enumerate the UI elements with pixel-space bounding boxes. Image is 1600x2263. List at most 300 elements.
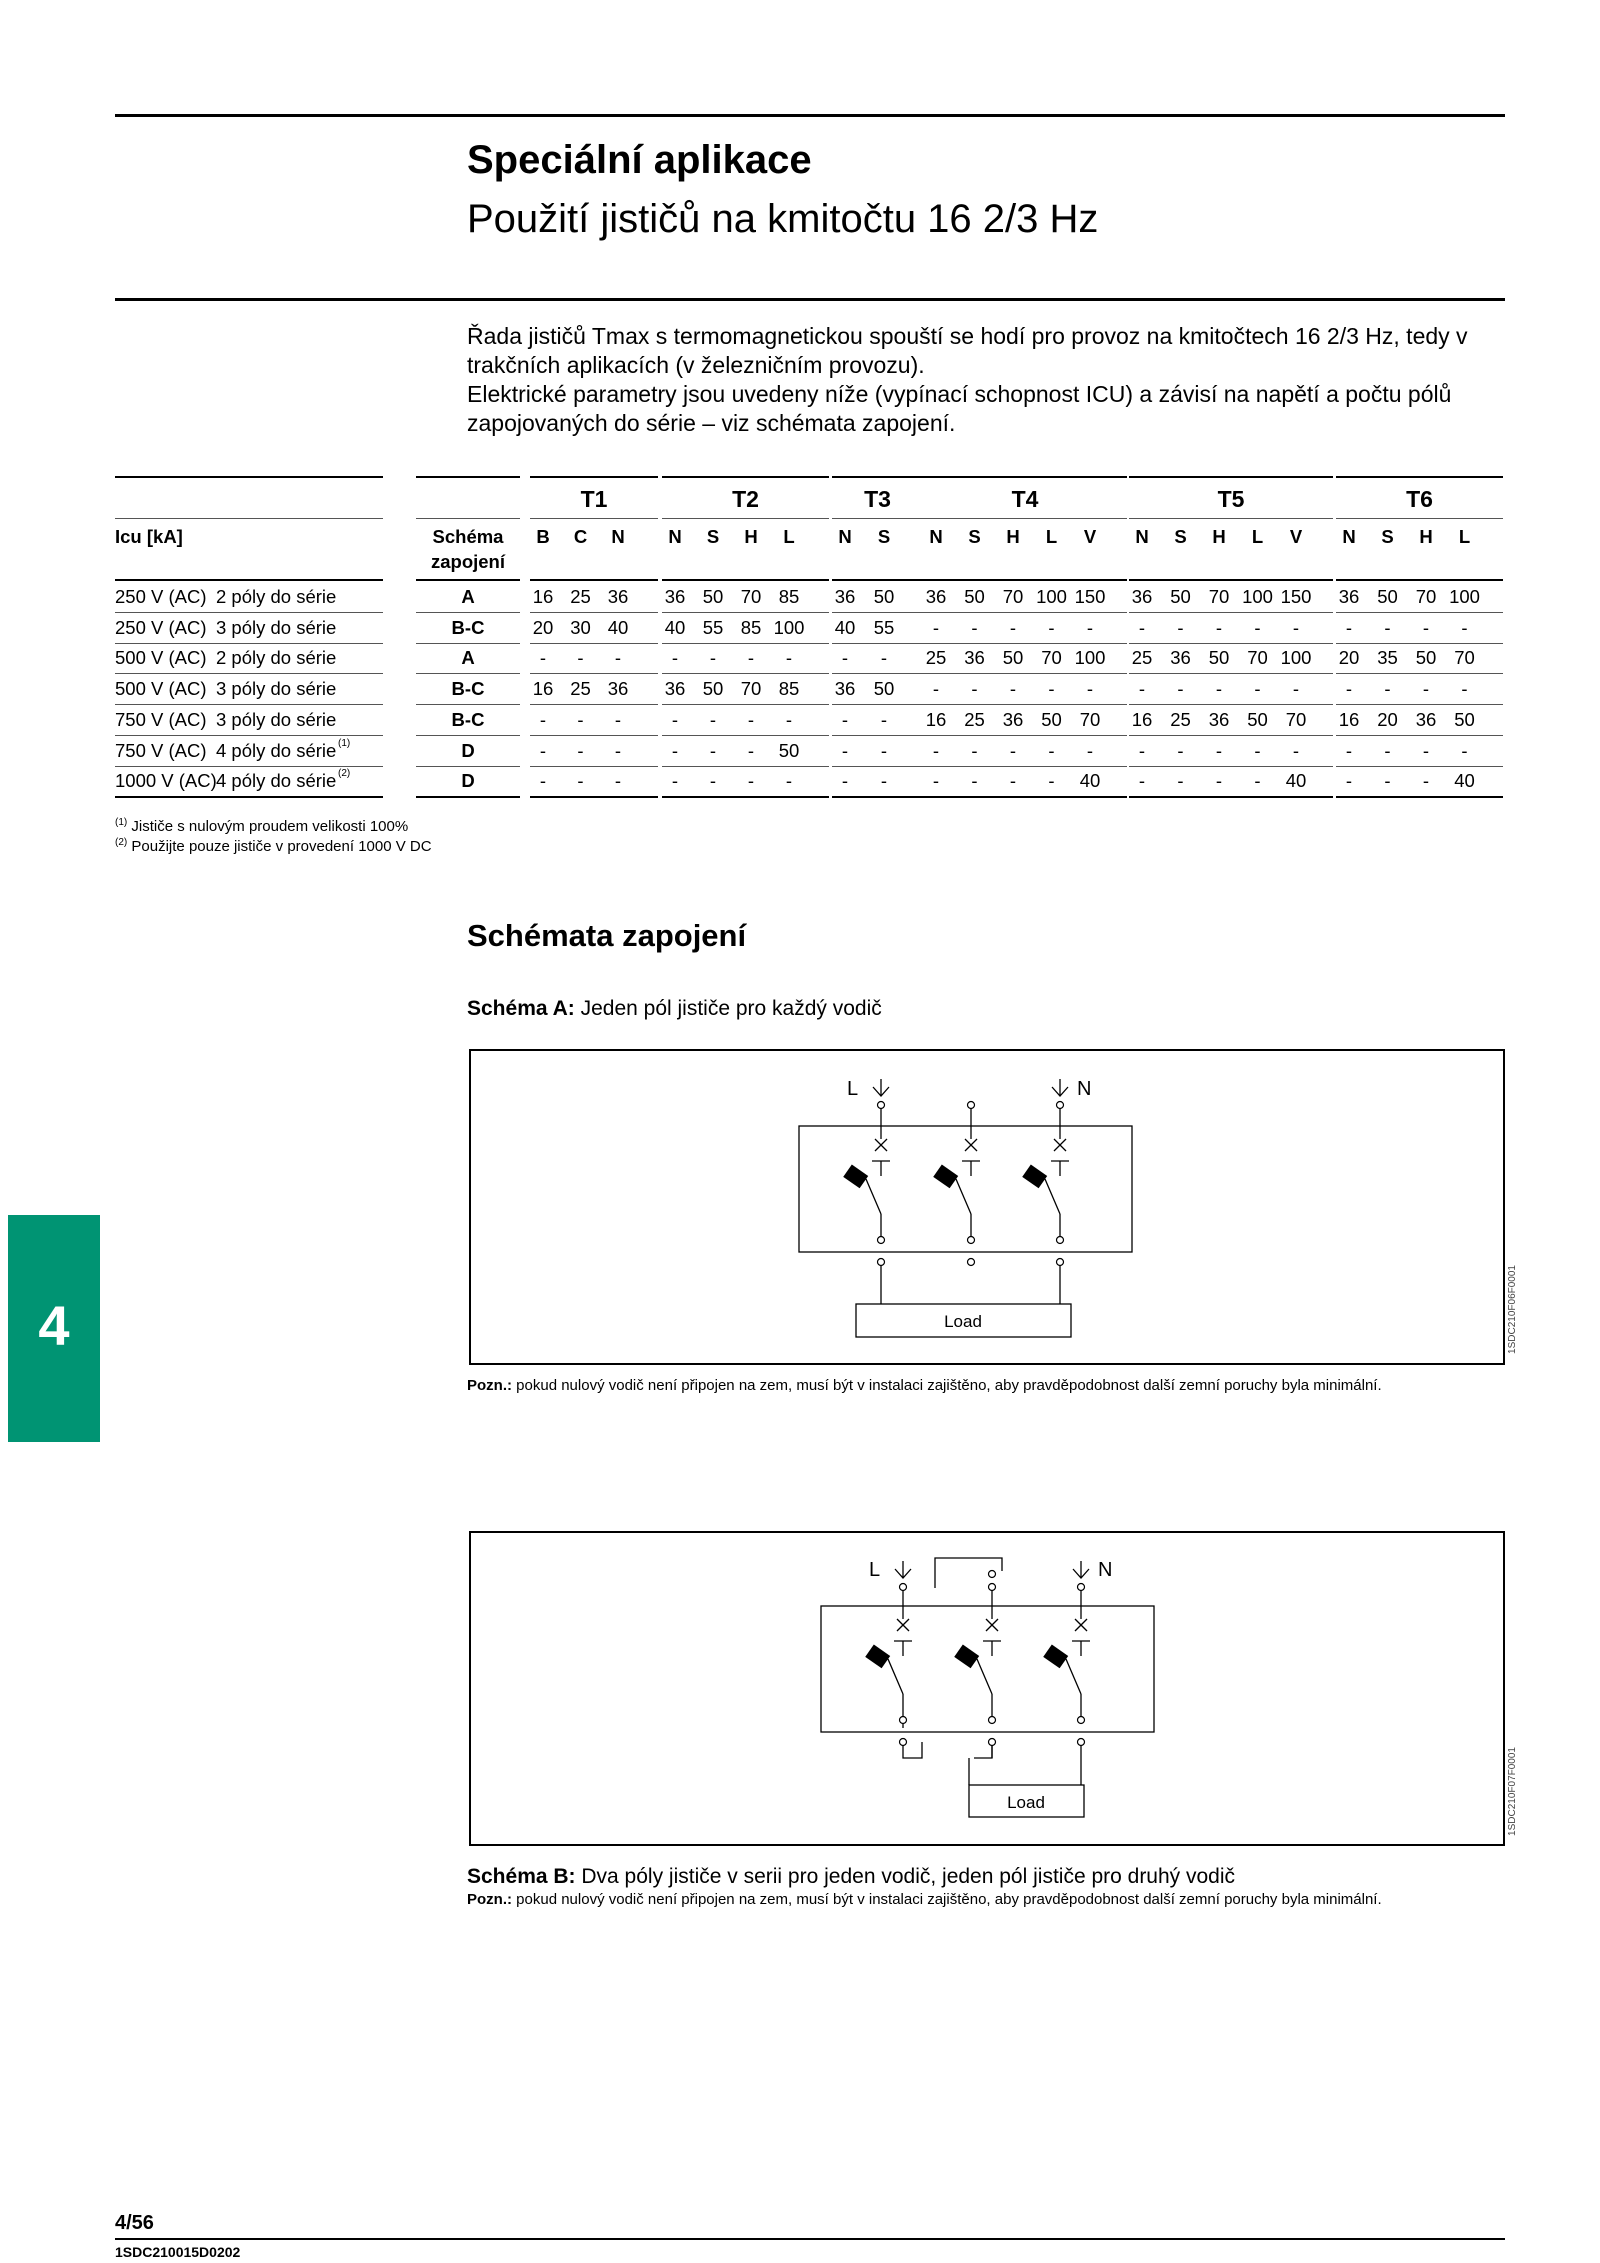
group-underline-t5 (1129, 518, 1333, 519)
table-cell: - (841, 647, 849, 669)
table-cell: - (1292, 678, 1300, 700)
row-schema: A (461, 586, 475, 607)
row-rule-t1 (530, 673, 658, 674)
page-title: Speciální aplikace (467, 138, 812, 182)
table-top-rule-t1 (530, 476, 658, 478)
header-bottom-t2 (662, 579, 829, 581)
row-rule-schema (416, 643, 520, 644)
table-cell: - (1048, 678, 1055, 700)
table-cell: - (614, 770, 622, 792)
table-cell: - (671, 770, 679, 792)
sub-header-t6-n: N (1342, 526, 1356, 547)
table-cell: 25 (925, 647, 947, 669)
table-top-rule-schema (416, 476, 520, 478)
sub-header-t1-b: B (536, 526, 550, 547)
table-cell: - (971, 678, 978, 700)
row-footnote-mark: (2) (338, 768, 351, 780)
table-cell: - (577, 770, 584, 792)
table-cell: - (709, 647, 717, 669)
table-cell: 100 (1036, 586, 1067, 607)
table-cell: 100 (1242, 586, 1273, 607)
sub-header-t2-n: N (668, 526, 682, 547)
schema-label-1: Schéma (432, 526, 504, 547)
row-poles: 3 póly do série (216, 678, 337, 700)
diagram-b-code: 1SDC210F07F0001 (1507, 1747, 1518, 1836)
sub-header-t5-l: L (1251, 526, 1264, 547)
row-rule-t3 (832, 766, 923, 767)
table-cell: 20 (1338, 647, 1360, 669)
diagram-a-n-label: N (1077, 1078, 1092, 1100)
row-voltage: 500 V (AC) (115, 678, 207, 700)
chapter-number: 4 (38, 1294, 70, 1357)
table-cell: 40 (1079, 770, 1101, 792)
table-cell: - (1254, 770, 1261, 792)
table-cell: 150 (1074, 586, 1106, 607)
row-rule-left (115, 643, 383, 644)
table-top-rule-left (115, 476, 383, 478)
sub-header-t3-s: S (877, 526, 891, 547)
sub-header-t5-n: N (1135, 526, 1149, 547)
row-rule-left (115, 704, 383, 705)
icu-label: Icu [kA] (115, 526, 183, 547)
footer-rule (115, 2238, 1505, 2240)
row-rule-t5 (1129, 766, 1333, 767)
table-cell: - (841, 708, 849, 730)
table-cell: - (614, 647, 622, 669)
table-cell: 16 (1338, 708, 1360, 730)
row-voltage: 500 V (AC) (115, 647, 207, 669)
header-underline-left (115, 518, 383, 519)
table-cell: - (1292, 616, 1300, 638)
table-cell: - (1048, 770, 1055, 792)
table-cell: - (1254, 739, 1261, 761)
intro-text (467, 322, 1497, 438)
table-cell: 70 (1285, 708, 1307, 730)
table-cell: - (671, 647, 679, 669)
row-rule-t4 (923, 673, 1127, 674)
table-cell: 50 (964, 586, 985, 607)
table-cell: - (932, 770, 940, 792)
diagram-b-n-label: N (1098, 1559, 1113, 1581)
diagram-b-svg (471, 1533, 1503, 1844)
row-voltage: 250 V (AC) (115, 586, 207, 607)
group-underline-t4 (923, 518, 1127, 519)
row-rule-t4 (923, 704, 1127, 705)
table-cell: - (1177, 678, 1184, 700)
group-underline-t1 (530, 518, 658, 519)
table-cell: 36 (1131, 586, 1153, 607)
page-number: 4/56 (115, 2212, 154, 2234)
table-cell: - (1345, 678, 1353, 700)
table-cell: 70 (1208, 586, 1230, 607)
diagram-b-load-label: Load (1007, 1793, 1045, 1812)
row-rule-left (115, 796, 383, 798)
table-cell: 100 (773, 616, 805, 638)
table-cell: - (971, 616, 978, 638)
table-cell: 50 (1208, 647, 1230, 669)
row-rule-t1 (530, 796, 658, 798)
row-poles: 2 póly do série (216, 647, 337, 669)
table-cell: - (880, 739, 888, 761)
table-cell: 50 (1377, 586, 1398, 607)
table-cell: 50 (873, 586, 895, 607)
table-cell: - (1009, 616, 1017, 638)
table-cell: - (1384, 739, 1391, 761)
row-rule-left (115, 612, 383, 613)
row-voltage: 250 V (AC) (115, 616, 207, 638)
table-cell: 70 (1041, 647, 1062, 669)
table-cell: 85 (740, 616, 762, 638)
table-cell: 16 (532, 586, 554, 607)
row-schema: B-C (451, 678, 485, 700)
table-cell: - (1384, 616, 1391, 638)
table-top-rule-t5 (1129, 476, 1333, 478)
footnote-1-mark: (1) (115, 817, 128, 828)
row-rule-t4 (923, 735, 1127, 736)
sub-header-t4-s: S (968, 526, 981, 547)
table-cell: 55 (873, 616, 895, 638)
group-header-t5: T5 (1217, 486, 1245, 512)
table-cell: 50 (1454, 708, 1475, 730)
table-cell: 36 (1208, 708, 1230, 730)
row-rule-t4 (923, 612, 1127, 613)
table-cell: - (539, 739, 547, 761)
table-cell: 25 (964, 708, 985, 730)
table-cell: 20 (1377, 708, 1398, 730)
header-bottom-t3 (832, 579, 923, 581)
table-cell: - (932, 739, 940, 761)
table-cell: 150 (1280, 586, 1312, 607)
scheme-a-note-text: pokud nulový vodič není připojen na zem, musí být v instalaci zajištěno, aby pravděpodobnost další zemní poruchy byla minimální. (512, 1377, 1382, 1394)
table-cell: - (577, 647, 584, 669)
table-top-rule-t3 (832, 476, 923, 478)
table-cell: 36 (1002, 708, 1024, 730)
row-rule-schema (416, 735, 520, 736)
row-footnote-mark: (1) (338, 737, 351, 749)
table-cell: - (1138, 616, 1146, 638)
row-rule-left (115, 766, 383, 767)
table-cell: - (1048, 616, 1055, 638)
sub-header-t1-n: N (611, 526, 625, 547)
table-cell: 35 (1377, 647, 1398, 669)
table-cell: - (1009, 739, 1017, 761)
row-rule-t6 (1336, 766, 1503, 767)
table-cell: 16 (532, 678, 554, 700)
table-cell: - (1345, 770, 1353, 792)
top-rule (115, 114, 1505, 117)
table-cell: 40 (1454, 770, 1475, 792)
table-cell: - (1009, 678, 1017, 700)
schema-label-2: zapojení (430, 551, 505, 572)
row-rule-t6 (1336, 643, 1503, 644)
table-cell: 70 (1079, 708, 1101, 730)
row-rule-schema (416, 766, 520, 767)
header-bottom-left (115, 579, 383, 581)
table-cell: 50 (873, 678, 895, 700)
table-cell: - (709, 708, 717, 730)
table-cell: - (1215, 739, 1223, 761)
sub-header-t4-h: H (1006, 526, 1020, 547)
table-cell: 20 (532, 616, 554, 638)
table-cell: - (1215, 678, 1223, 700)
row-poles: 3 póly do série (216, 708, 337, 730)
table-cell: 50 (1247, 708, 1268, 730)
table-cell: - (577, 708, 584, 730)
table-cell: - (1422, 678, 1430, 700)
table-cell: - (1384, 770, 1391, 792)
table-cell: 100 (1074, 647, 1106, 669)
row-rule-schema (416, 704, 520, 705)
table-cell: 36 (607, 678, 629, 700)
row-rule-t5 (1129, 612, 1333, 613)
group-header-t1: T1 (580, 486, 608, 512)
table-cell: - (785, 647, 793, 669)
sub-header-t6-l: L (1458, 526, 1471, 547)
sub-header-t4-v: V (1083, 526, 1097, 547)
row-rule-t2 (662, 612, 829, 613)
table-cell: - (1461, 678, 1468, 700)
row-rule-t2 (662, 643, 829, 644)
footnote-2-text: Použijte pouze jističe v provedení 1000 V DC (131, 838, 432, 855)
table-cell: - (709, 770, 717, 792)
row-rule-t4 (923, 766, 1127, 767)
table-cell: - (747, 739, 755, 761)
table-cell: 36 (834, 678, 856, 700)
table-cell: 50 (1415, 647, 1437, 669)
group-underline-t2 (662, 518, 829, 519)
table-cell: - (880, 708, 888, 730)
table-cell: 70 (1415, 586, 1437, 607)
table-cell: - (1422, 616, 1430, 638)
table-cell: - (1384, 678, 1391, 700)
table-cell: - (785, 708, 793, 730)
table-cell: - (1009, 770, 1017, 792)
table-cell: - (614, 708, 622, 730)
table-cell: 85 (778, 586, 800, 607)
scheme-b-note (467, 1891, 1382, 1908)
footnote-2 (115, 837, 432, 855)
header-bottom-t4 (923, 579, 1127, 581)
group-header-t2: T2 (732, 486, 759, 512)
table-cell: 50 (778, 739, 800, 761)
table-cell: 25 (570, 586, 591, 607)
sub-header-t2-h: H (744, 526, 758, 547)
icu-table (115, 476, 1505, 806)
table-cell: 50 (1002, 647, 1024, 669)
table-cell: 36 (1415, 708, 1437, 730)
table-cell: - (1345, 739, 1353, 761)
table-cell: 36 (925, 586, 947, 607)
table-cell: - (747, 770, 755, 792)
table-cell: - (1215, 616, 1223, 638)
table-cell: - (671, 739, 679, 761)
table-cell: - (1086, 739, 1094, 761)
row-rule-t6 (1336, 673, 1503, 674)
table-cell: - (1254, 678, 1261, 700)
table-cell: - (1177, 770, 1184, 792)
table-cell: - (1177, 739, 1184, 761)
table-cell: - (785, 770, 793, 792)
sub-header-t5-h: H (1212, 526, 1226, 547)
scheme-a-text: Jeden pól jističe pro každý vodič (574, 997, 882, 1020)
table-cell: 16 (1131, 708, 1153, 730)
intro-paragraph-1: Řada jističů Tmax s termomagnetickou spouští se hodí pro provoz na kmitočtech 16 2/3 Hz, tedy v trakčních aplikacích (v železničním provozu). (467, 323, 1468, 378)
row-rule-t3 (832, 735, 923, 736)
table-cell: 50 (702, 678, 724, 700)
group-underline-t6 (1336, 518, 1503, 519)
scheme-b-text: Dva póly jističe v serii pro jeden vodič, jeden pól jističe pro druhý vodič (575, 1865, 1236, 1888)
row-rule-t5 (1129, 796, 1333, 798)
row-poles: 4 póly do série (216, 739, 337, 761)
table-cell: - (1345, 616, 1353, 638)
sub-header-t5-s: S (1174, 526, 1187, 547)
table-cell: 100 (1280, 647, 1312, 669)
scheme-b-note-label: Pozn.: (467, 1891, 512, 1908)
row-rule-schema (416, 612, 520, 613)
table-cell: 50 (702, 586, 724, 607)
row-schema: A (461, 647, 475, 669)
group-header-t6: T6 (1406, 486, 1433, 512)
table-cell: 70 (1454, 647, 1475, 669)
table-cell: - (1138, 678, 1146, 700)
row-rule-t6 (1336, 612, 1503, 613)
group-header-t4: T4 (1011, 486, 1039, 512)
header-bottom-t6 (1336, 579, 1503, 581)
diagram-a-code: 1SDC210F06F0001 (1507, 1265, 1518, 1354)
sub-header-t2-s: S (706, 526, 720, 547)
table-cell: - (1048, 739, 1055, 761)
table-cell: - (747, 647, 755, 669)
table-cell: 36 (1338, 586, 1360, 607)
sub-header-t4-n: N (929, 526, 943, 547)
row-rule-t3 (832, 643, 923, 644)
table-cell: - (539, 708, 547, 730)
row-rule-t3 (832, 796, 923, 798)
row-voltage: 750 V (AC) (115, 739, 207, 761)
table-cell: - (539, 647, 547, 669)
row-rule-t2 (662, 796, 829, 798)
table-cell: - (1086, 616, 1094, 638)
sub-header-t6-s: S (1381, 526, 1394, 547)
header-bottom-rule (115, 298, 1505, 301)
table-cell: - (971, 739, 978, 761)
row-rule-t6 (1336, 735, 1503, 736)
row-rule-schema (416, 673, 520, 674)
table-cell: - (1461, 739, 1468, 761)
sub-header-t4-l: L (1045, 526, 1058, 547)
row-rule-t1 (530, 735, 658, 736)
group-underline-t3 (832, 518, 923, 519)
row-rule-t3 (832, 704, 923, 705)
table-cell: - (671, 708, 679, 730)
group-header-t3: T3 (864, 486, 891, 512)
row-rule-t3 (832, 612, 923, 613)
scheme-a-note-label: Pozn.: (467, 1377, 512, 1394)
row-poles: 4 póly do série (216, 770, 337, 792)
table-cell: 100 (1449, 586, 1480, 607)
table-cell: 30 (570, 616, 591, 638)
table-cell: 36 (664, 678, 686, 700)
row-rule-t1 (530, 612, 658, 613)
diagram-b (469, 1531, 1505, 1846)
row-rule-t4 (923, 643, 1127, 644)
table-cell: - (841, 739, 849, 761)
diagram-a-load-label: Load (944, 1312, 982, 1331)
sub-header-t3-n: N (838, 526, 852, 547)
row-rule-t5 (1129, 643, 1333, 644)
table-cell: - (932, 616, 940, 638)
table-cell: 25 (570, 678, 591, 700)
table-top-rule-t6 (1336, 476, 1503, 478)
row-voltage: 1000 V (AC) (115, 770, 217, 792)
header-bottom-t1 (530, 579, 658, 581)
row-rule-t6 (1336, 704, 1503, 705)
table-cell: 50 (1170, 586, 1191, 607)
row-schema: D (461, 739, 475, 761)
table-cell: - (1138, 770, 1146, 792)
table-cell: - (747, 708, 755, 730)
table-cell: 50 (1041, 708, 1062, 730)
table-cell: - (841, 770, 849, 792)
row-rule-t1 (530, 766, 658, 767)
footnote-1 (115, 817, 408, 835)
row-rule-t4 (923, 796, 1127, 798)
table-cell: 36 (834, 586, 856, 607)
table-cell: - (1086, 678, 1094, 700)
row-poles: 2 póly do série (216, 586, 337, 607)
diagram-a-l-label: L (847, 1078, 859, 1100)
scheme-b-caption (467, 1865, 1235, 1889)
sub-header-t1-c: C (573, 526, 588, 547)
scheme-a-caption (467, 997, 882, 1021)
row-schema: B-C (451, 616, 485, 638)
table-cell: 40 (834, 616, 856, 638)
row-rule-schema (416, 796, 520, 798)
sub-header-t5-v: V (1289, 526, 1303, 547)
table-cell: 70 (1002, 586, 1024, 607)
table-cell: - (614, 739, 622, 761)
section-heading: Schémata zapojení (467, 918, 747, 953)
table-cell: 70 (740, 678, 762, 700)
table-cell: - (539, 770, 547, 792)
table-cell: 70 (740, 586, 762, 607)
table-cell: 16 (925, 708, 947, 730)
row-rule-t1 (530, 704, 658, 705)
diagram-a (469, 1049, 1505, 1365)
row-rule-t1 (530, 643, 658, 644)
chapter-tab (8, 1215, 100, 1442)
row-rule-left (115, 735, 383, 736)
table-cell: 40 (1285, 770, 1307, 792)
row-rule-t5 (1129, 673, 1333, 674)
document-id: 1SDC210015D0202 (115, 2244, 241, 2260)
table-cell: - (1254, 616, 1261, 638)
table-cell: 25 (1131, 647, 1153, 669)
row-rule-t2 (662, 673, 829, 674)
table-cell: 36 (607, 586, 629, 607)
table-cell: - (1422, 739, 1430, 761)
scheme-b-note-text: pokud nulový vodič není připojen na zem, musí být v instalaci zajištěno, aby pravděpodobnost další zemní poruchy byla minimální. (512, 1891, 1382, 1908)
diagram-b-l-label: L (869, 1559, 881, 1581)
row-rule-t2 (662, 735, 829, 736)
table-cell: 70 (1247, 647, 1268, 669)
intro-paragraph-2: Elektrické parametry jsou uvedeny níže (vypínací schopnost ICU) a závisí na napětí a počtu pólů zapojovaných do série – viz schémata zapojení. (467, 381, 1452, 436)
row-rule-t3 (832, 673, 923, 674)
sub-header-t6-h: H (1419, 526, 1433, 547)
table-cell: - (971, 770, 978, 792)
table-cell: 36 (964, 647, 985, 669)
header-bottom-schema (416, 579, 520, 581)
